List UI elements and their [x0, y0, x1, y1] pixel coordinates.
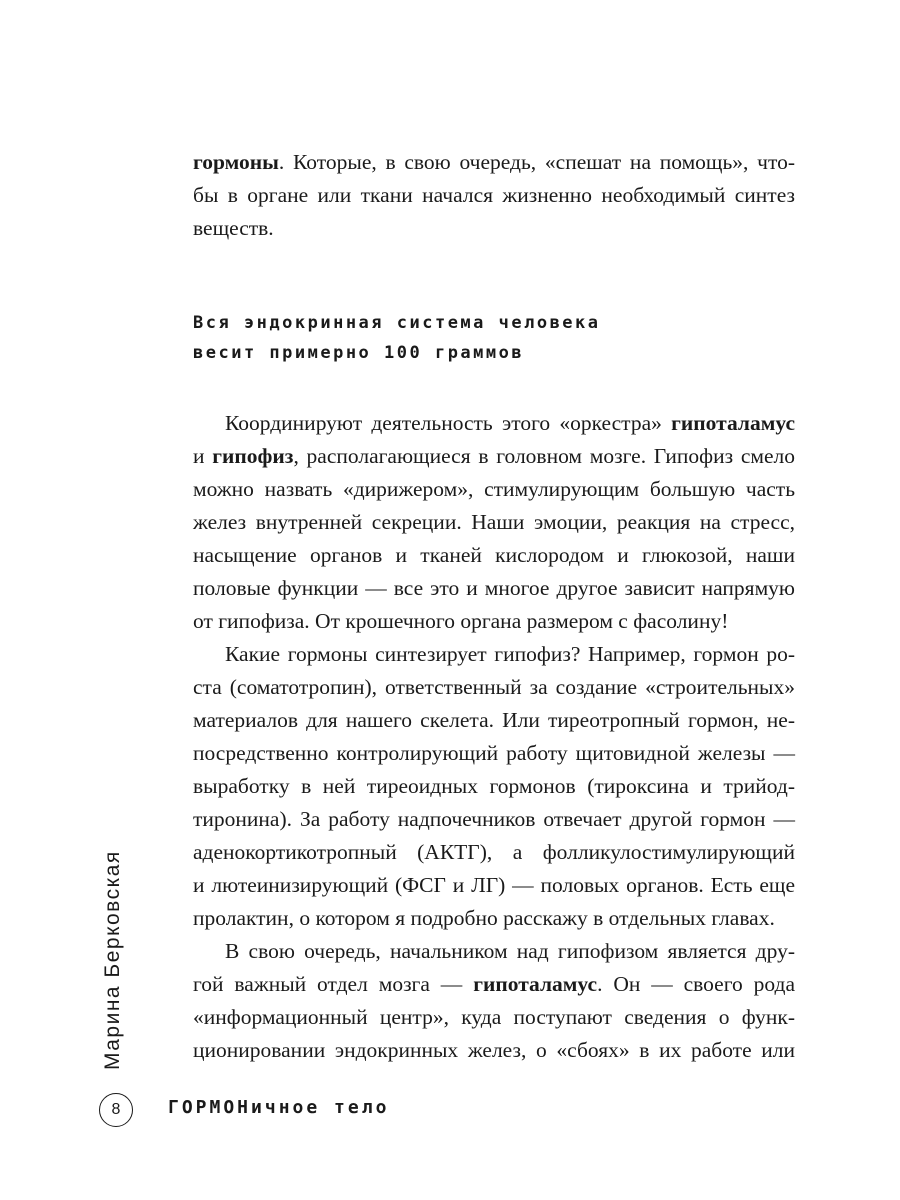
bold-term: гормоны: [193, 150, 279, 174]
paragraph-3: [193, 935, 795, 1067]
heading-line-2: весит примерно 100 граммов: [193, 343, 525, 363]
text-line: ционировании эндокринных желез, о «сбоях» в их работе или: [193, 1038, 795, 1062]
text-line: ста (соматотропин), ответственный за создание «строительных»: [193, 675, 795, 699]
section-heading: [193, 308, 795, 368]
text-line: гой важный отдел мозга — гипоталамус. Он — своего рода: [193, 972, 796, 996]
bold-term: гипоталамус: [671, 411, 795, 435]
page-number: 8: [111, 1101, 121, 1118]
text-line: выработку в ней тиреоидных гормонов (тироксина и трийод-: [193, 774, 795, 798]
text-line: гормоны. Которые, в свою очередь, «спешат на помощь», что-: [193, 150, 795, 174]
text-line: и гипофиз, располагающиеся в головном мозге. Гипофиз смело: [193, 444, 795, 468]
text-line: пролактин, о котором я подробно расскажу в отдельных главах.: [193, 906, 775, 930]
text-line: Координируют деятельность этого «оркестра» гипоталамус: [225, 411, 795, 435]
running-book-title: ГОРМОНичное тело: [168, 1097, 390, 1118]
text-line: Какие гормоны синтезирует гипофиз? Например, гормон ро-: [225, 642, 795, 666]
page-number-circle: [99, 1093, 133, 1127]
bold-term: гипоталамус: [473, 972, 598, 996]
text-line: желез внутренней секреции. Наши эмоции, реакция на стресс,: [193, 510, 795, 534]
heading-line-1: Вся эндокринная система человека: [193, 313, 601, 333]
text-line: и лютеинизирующий (ФСГ и ЛГ) — половых органов. Есть еще: [193, 873, 795, 897]
intro-paragraph: [193, 146, 795, 245]
text-line: материалов для нашего скелета. Или тиреотропный гормон, не-: [193, 708, 795, 732]
text-line: насыщение органов и тканей кислородом и глюкозой, наши: [193, 543, 795, 567]
text-line: веществ.: [193, 216, 274, 240]
author-name-vertical: Марина Берковская: [101, 850, 124, 1070]
text-line: половые функции — все это и многое другое зависит напрямую: [193, 576, 795, 600]
paragraph-1: [193, 407, 795, 638]
text-line: аденокортикотропный (АКТГ), а фолликулостимулирующий: [193, 840, 795, 864]
text-line: посредственно контролирующий работу щитовидной железы —: [193, 741, 795, 765]
text-line: от гипофиза. От крошечного органа размером с фасолину!: [193, 609, 729, 633]
text-line: тиронина). За работу надпочечников отвечает другой гормон —: [193, 807, 795, 831]
paragraph-2: [193, 638, 795, 935]
text-line: можно назвать «дирижером», стимулирующим большую часть: [193, 477, 795, 501]
text-line: бы в органе или ткани начался жизненно необходимый синтез: [193, 183, 795, 207]
bold-term: гипофиз: [212, 444, 294, 468]
text-line: «информационный центр», куда поступают сведения о функ-: [193, 1005, 795, 1029]
text-line: В свою очередь, начальником над гипофизом является дру-: [225, 939, 795, 963]
